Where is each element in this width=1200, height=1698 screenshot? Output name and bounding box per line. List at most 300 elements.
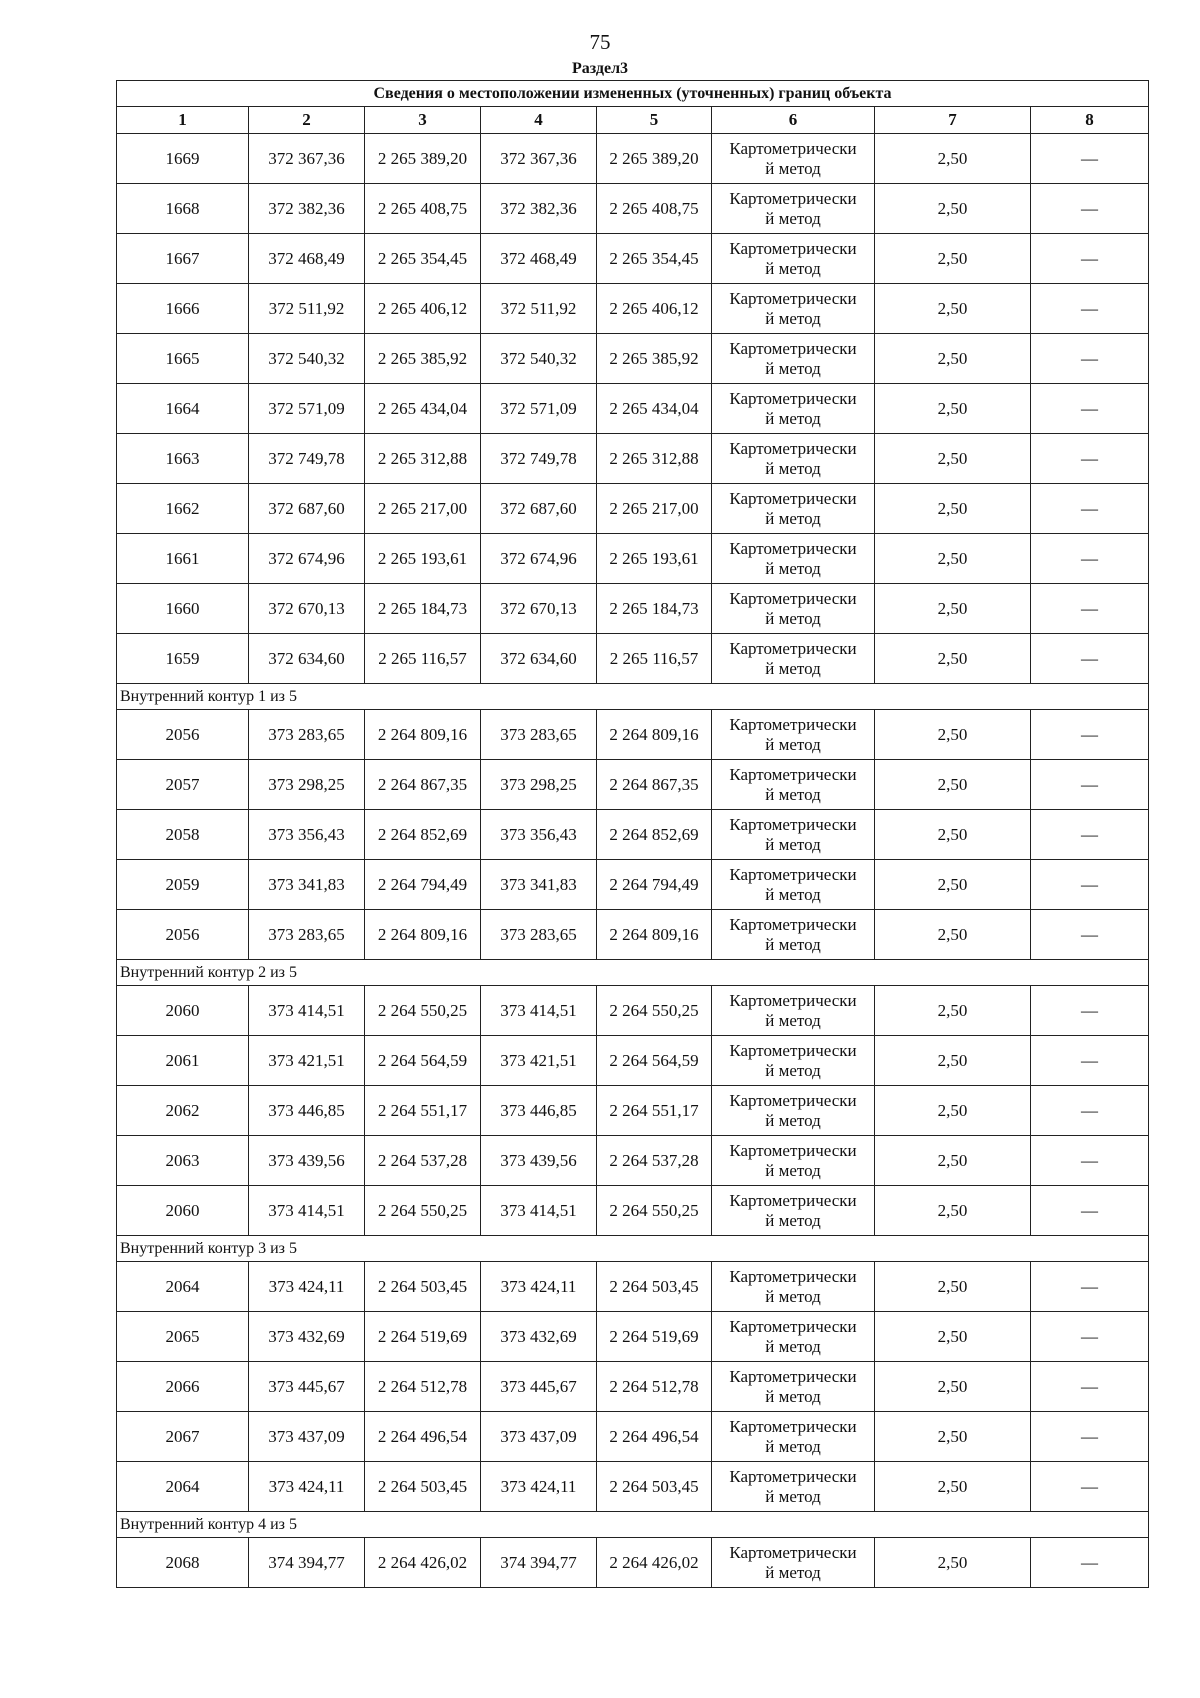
accuracy-cell: 2,50 <box>875 134 1031 184</box>
point-number-cell: 1661 <box>117 534 249 584</box>
point-number-cell: 2059 <box>117 860 249 910</box>
y-coordinate-cell: 2 264 809,16 <box>365 710 481 760</box>
accuracy-cell: 2,50 <box>875 710 1031 760</box>
y-coordinate-cell: 2 265 217,00 <box>365 484 481 534</box>
y-coordinate-cell: 2 265 406,12 <box>597 284 712 334</box>
y-coordinate-cell: 2 265 389,20 <box>365 134 481 184</box>
table-row <box>117 986 1149 1036</box>
x-coordinate-cell: 372 540,32 <box>249 334 365 384</box>
description-cell: — <box>1031 434 1149 484</box>
point-number-cell: 2067 <box>117 1412 249 1462</box>
method-cell <box>712 184 875 234</box>
x-coordinate-cell: 372 511,92 <box>249 284 365 334</box>
x-coordinate-cell: 373 421,51 <box>481 1036 597 1086</box>
description-cell: — <box>1031 1462 1149 1512</box>
point-number-cell: 2064 <box>117 1462 249 1512</box>
accuracy-cell: 2,50 <box>875 634 1031 684</box>
method-text-line2: й метод <box>765 1336 821 1356</box>
x-coordinate-cell: 372 382,36 <box>481 184 597 234</box>
column-number: 1 <box>117 107 249 134</box>
y-coordinate-cell: 2 264 503,45 <box>365 1462 481 1512</box>
y-coordinate-cell: 2 264 867,35 <box>597 760 712 810</box>
y-coordinate-cell: 2 264 537,28 <box>365 1136 481 1186</box>
x-coordinate-cell: 373 356,43 <box>249 810 365 860</box>
x-coordinate-cell: 372 468,49 <box>481 234 597 284</box>
point-number-cell: 2062 <box>117 1086 249 1136</box>
x-coordinate-cell: 373 446,85 <box>481 1086 597 1136</box>
table-row <box>117 184 1149 234</box>
y-coordinate-cell: 2 264 496,54 <box>597 1412 712 1462</box>
x-coordinate-cell: 372 634,60 <box>249 634 365 684</box>
table-row <box>117 234 1149 284</box>
method-text-line1: Картометрически <box>729 538 857 558</box>
y-coordinate-cell: 2 265 385,92 <box>365 334 481 384</box>
method-text-line2: й метод <box>765 734 821 754</box>
accuracy-cell: 2,50 <box>875 1262 1031 1312</box>
y-coordinate-cell: 2 264 550,25 <box>597 1186 712 1236</box>
x-coordinate-cell: 372 670,13 <box>249 584 365 634</box>
y-coordinate-cell: 2 264 496,54 <box>365 1412 481 1462</box>
description-cell: — <box>1031 1312 1149 1362</box>
method-text-line2: й метод <box>765 1110 821 1130</box>
description-cell: — <box>1031 1136 1149 1186</box>
method-cell <box>712 384 875 434</box>
method-text-line2: й метод <box>765 158 821 178</box>
y-coordinate-cell: 2 264 564,59 <box>597 1036 712 1086</box>
method-cell <box>712 1538 875 1588</box>
accuracy-cell: 2,50 <box>875 1136 1031 1186</box>
method-cell <box>712 810 875 860</box>
description-cell: — <box>1031 986 1149 1036</box>
method-cell <box>712 1086 875 1136</box>
method-text-line1: Картометрически <box>729 1090 857 1110</box>
column-number: 4 <box>481 107 597 134</box>
method-cell <box>712 1312 875 1362</box>
y-coordinate-cell: 2 265 354,45 <box>597 234 712 284</box>
method-text-line2: й метод <box>765 258 821 278</box>
method-text-line2: й метод <box>765 658 821 678</box>
y-coordinate-cell: 2 264 550,25 <box>365 1186 481 1236</box>
x-coordinate-cell: 374 394,77 <box>481 1538 597 1588</box>
point-number-cell: 1664 <box>117 384 249 434</box>
method-text-line2: й метод <box>765 208 821 228</box>
point-number-cell: 1666 <box>117 284 249 334</box>
table-row <box>117 1412 1149 1462</box>
x-coordinate-cell: 372 382,36 <box>249 184 365 234</box>
point-number-cell: 1659 <box>117 634 249 684</box>
x-coordinate-cell: 373 414,51 <box>481 986 597 1036</box>
description-cell: — <box>1031 1036 1149 1086</box>
method-cell <box>712 634 875 684</box>
x-coordinate-cell: 373 445,67 <box>481 1362 597 1412</box>
y-coordinate-cell: 2 264 852,69 <box>597 810 712 860</box>
point-number-cell: 1667 <box>117 234 249 284</box>
x-coordinate-cell: 372 571,09 <box>249 384 365 434</box>
y-coordinate-cell: 2 265 385,92 <box>597 334 712 384</box>
method-text-line1: Картометрически <box>729 488 857 508</box>
method-cell <box>712 1186 875 1236</box>
description-cell: — <box>1031 810 1149 860</box>
x-coordinate-cell: 373 439,56 <box>249 1136 365 1186</box>
description-cell: — <box>1031 334 1149 384</box>
method-text-line1: Картометрически <box>729 990 857 1010</box>
method-text-line2: й метод <box>765 1010 821 1030</box>
table-caption-row <box>117 81 1149 107</box>
point-number-cell: 2061 <box>117 1036 249 1086</box>
x-coordinate-cell: 373 341,83 <box>481 860 597 910</box>
table-row <box>117 860 1149 910</box>
section-title: Раздел3 <box>571 60 629 77</box>
y-coordinate-cell: 2 265 434,04 <box>597 384 712 434</box>
y-coordinate-cell: 2 265 406,12 <box>365 284 481 334</box>
table-row <box>117 1462 1149 1512</box>
method-cell <box>712 584 875 634</box>
description-cell: — <box>1031 1262 1149 1312</box>
description-cell: — <box>1031 484 1149 534</box>
contour-header-row <box>117 1236 1149 1262</box>
point-number-cell: 1663 <box>117 434 249 484</box>
method-text-line2: й метод <box>765 1562 821 1582</box>
accuracy-cell: 2,50 <box>875 1362 1031 1412</box>
point-number-cell: 2063 <box>117 1136 249 1186</box>
y-coordinate-cell: 2 265 408,75 <box>365 184 481 234</box>
description-cell: — <box>1031 584 1149 634</box>
x-coordinate-cell: 374 394,77 <box>249 1538 365 1588</box>
method-text-line1: Картометрически <box>729 1266 857 1286</box>
y-coordinate-cell: 2 264 519,69 <box>365 1312 481 1362</box>
column-number: 8 <box>1031 107 1149 134</box>
description-cell: — <box>1031 1412 1149 1462</box>
accuracy-cell: 2,50 <box>875 1086 1031 1136</box>
x-coordinate-cell: 373 445,67 <box>249 1362 365 1412</box>
y-coordinate-cell: 2 264 503,45 <box>365 1262 481 1312</box>
y-coordinate-cell: 2 264 503,45 <box>597 1262 712 1312</box>
x-coordinate-cell: 373 283,65 <box>249 710 365 760</box>
x-coordinate-cell: 373 432,69 <box>481 1312 597 1362</box>
method-text-line1: Картометрически <box>729 764 857 784</box>
x-coordinate-cell: 372 687,60 <box>481 484 597 534</box>
method-text-line1: Картометрически <box>729 438 857 458</box>
y-coordinate-cell: 2 264 551,17 <box>597 1086 712 1136</box>
y-coordinate-cell: 2 264 794,49 <box>365 860 481 910</box>
accuracy-cell: 2,50 <box>875 760 1031 810</box>
point-number-cell: 2057 <box>117 760 249 810</box>
method-text-line2: й метод <box>765 1286 821 1306</box>
y-coordinate-cell: 2 265 116,57 <box>597 634 712 684</box>
description-cell: — <box>1031 1186 1149 1236</box>
table-row <box>117 1262 1149 1312</box>
method-text-line1: Картометрически <box>729 388 857 408</box>
method-text-line2: й метод <box>765 834 821 854</box>
y-coordinate-cell: 2 264 426,02 <box>597 1538 712 1588</box>
method-text-line2: й метод <box>765 1486 821 1506</box>
y-coordinate-cell: 2 264 867,35 <box>365 760 481 810</box>
y-coordinate-cell: 2 265 184,73 <box>365 584 481 634</box>
method-text-line2: й метод <box>765 1386 821 1406</box>
x-coordinate-cell: 372 674,96 <box>481 534 597 584</box>
table-row <box>117 1538 1149 1588</box>
x-coordinate-cell: 372 540,32 <box>481 334 597 384</box>
method-text-line1: Картометрически <box>729 188 857 208</box>
description-cell: — <box>1031 1362 1149 1412</box>
accuracy-cell: 2,50 <box>875 810 1031 860</box>
point-number-cell: 2060 <box>117 986 249 1036</box>
x-coordinate-cell: 373 437,09 <box>249 1412 365 1462</box>
x-coordinate-cell: 373 432,69 <box>249 1312 365 1362</box>
method-cell <box>712 484 875 534</box>
table-row <box>117 434 1149 484</box>
table-row <box>117 584 1149 634</box>
y-coordinate-cell: 2 264 550,25 <box>365 986 481 1036</box>
description-cell: — <box>1031 860 1149 910</box>
method-text-line1: Картометрически <box>729 1040 857 1060</box>
method-cell <box>712 860 875 910</box>
method-text-line1: Картометрически <box>729 288 857 308</box>
method-text-line1: Картометрически <box>729 1366 857 1386</box>
method-cell <box>712 986 875 1036</box>
column-number: 7 <box>875 107 1031 134</box>
method-text-line1: Картометрически <box>729 1416 857 1436</box>
method-cell <box>712 334 875 384</box>
description-cell: — <box>1031 710 1149 760</box>
table-row <box>117 1036 1149 1086</box>
accuracy-cell: 2,50 <box>875 860 1031 910</box>
description-cell: — <box>1031 284 1149 334</box>
method-text-line2: й метод <box>765 308 821 328</box>
method-text-line2: й метод <box>765 358 821 378</box>
method-text-line1: Картометрически <box>729 914 857 934</box>
table-row <box>117 1136 1149 1186</box>
accuracy-cell: 2,50 <box>875 1462 1031 1512</box>
method-cell <box>712 234 875 284</box>
accuracy-cell: 2,50 <box>875 584 1031 634</box>
method-cell <box>712 1136 875 1186</box>
x-coordinate-cell: 373 356,43 <box>481 810 597 860</box>
method-text-line1: Картометрически <box>729 864 857 884</box>
accuracy-cell: 2,50 <box>875 1412 1031 1462</box>
method-cell <box>712 434 875 484</box>
x-coordinate-cell: 373 424,11 <box>481 1462 597 1512</box>
method-cell <box>712 710 875 760</box>
description-cell: — <box>1031 1086 1149 1136</box>
table-row <box>117 710 1149 760</box>
y-coordinate-cell: 2 264 512,78 <box>597 1362 712 1412</box>
x-coordinate-cell: 372 511,92 <box>481 284 597 334</box>
column-number: 2 <box>249 107 365 134</box>
x-coordinate-cell: 373 414,51 <box>481 1186 597 1236</box>
x-coordinate-cell: 372 367,36 <box>249 134 365 184</box>
y-coordinate-cell: 2 264 551,17 <box>365 1086 481 1136</box>
table-row <box>117 634 1149 684</box>
y-coordinate-cell: 2 264 794,49 <box>597 860 712 910</box>
y-coordinate-cell: 2 264 852,69 <box>365 810 481 860</box>
y-coordinate-cell: 2 265 193,61 <box>365 534 481 584</box>
boundary-coordinates-table <box>116 80 1149 1588</box>
method-text-line1: Картометрически <box>729 1316 857 1336</box>
x-coordinate-cell: 373 414,51 <box>249 986 365 1036</box>
description-cell: — <box>1031 184 1149 234</box>
y-coordinate-cell: 2 264 809,16 <box>597 910 712 960</box>
description-cell: — <box>1031 384 1149 434</box>
accuracy-cell: 2,50 <box>875 1186 1031 1236</box>
point-number-cell: 2065 <box>117 1312 249 1362</box>
method-text-line1: Картометрически <box>729 238 857 258</box>
y-coordinate-cell: 2 264 809,16 <box>597 710 712 760</box>
y-coordinate-cell: 2 265 408,75 <box>597 184 712 234</box>
point-number-cell: 1662 <box>117 484 249 534</box>
accuracy-cell: 2,50 <box>875 384 1031 434</box>
x-coordinate-cell: 373 283,65 <box>481 710 597 760</box>
y-coordinate-cell: 2 265 434,04 <box>365 384 481 434</box>
x-coordinate-cell: 373 298,25 <box>249 760 365 810</box>
method-cell <box>712 910 875 960</box>
accuracy-cell: 2,50 <box>875 910 1031 960</box>
accuracy-cell: 2,50 <box>875 1538 1031 1588</box>
method-text-line1: Картометрически <box>729 138 857 158</box>
y-coordinate-cell: 2 264 426,02 <box>365 1538 481 1588</box>
accuracy-cell: 2,50 <box>875 1312 1031 1362</box>
description-cell: — <box>1031 1538 1149 1588</box>
description-cell: — <box>1031 910 1149 960</box>
method-text-line2: й метод <box>765 934 821 954</box>
method-text-line1: Картометрически <box>729 1190 857 1210</box>
table-row <box>117 1186 1149 1236</box>
column-number: 5 <box>597 107 712 134</box>
x-coordinate-cell: 373 421,51 <box>249 1036 365 1086</box>
description-cell: — <box>1031 234 1149 284</box>
method-text-line2: й метод <box>765 1210 821 1230</box>
table-row <box>117 1312 1149 1362</box>
method-text-line1: Картометрически <box>729 714 857 734</box>
table-row <box>117 910 1149 960</box>
table-row <box>117 534 1149 584</box>
method-text-line1: Картометрически <box>729 1466 857 1486</box>
y-coordinate-cell: 2 264 537,28 <box>597 1136 712 1186</box>
y-coordinate-cell: 2 264 550,25 <box>597 986 712 1036</box>
x-coordinate-cell: 373 424,11 <box>481 1262 597 1312</box>
contour-header-row <box>117 960 1149 986</box>
x-coordinate-cell: 373 414,51 <box>249 1186 365 1236</box>
accuracy-cell: 2,50 <box>875 986 1031 1036</box>
method-text-line2: й метод <box>765 784 821 804</box>
y-coordinate-cell: 2 265 389,20 <box>597 134 712 184</box>
x-coordinate-cell: 373 341,83 <box>249 860 365 910</box>
x-coordinate-cell: 373 437,09 <box>481 1412 597 1462</box>
x-coordinate-cell: 372 749,78 <box>481 434 597 484</box>
method-text-line2: й метод <box>765 458 821 478</box>
method-text-line2: й метод <box>765 558 821 578</box>
x-coordinate-cell: 372 634,60 <box>481 634 597 684</box>
method-cell <box>712 534 875 584</box>
y-coordinate-cell: 2 264 503,45 <box>597 1462 712 1512</box>
point-number-cell: 2068 <box>117 1538 249 1588</box>
y-coordinate-cell: 2 264 809,16 <box>365 910 481 960</box>
method-text-line1: Картометрически <box>729 1140 857 1160</box>
description-cell: — <box>1031 534 1149 584</box>
x-coordinate-cell: 372 687,60 <box>249 484 365 534</box>
accuracy-cell: 2,50 <box>875 334 1031 384</box>
page-number: 75 <box>589 30 611 54</box>
y-coordinate-cell: 2 265 217,00 <box>597 484 712 534</box>
contour-label: Внутренний контур 1 из 5 <box>117 684 1149 710</box>
contour-label: Внутренний контур 2 из 5 <box>117 960 1149 986</box>
method-cell <box>712 284 875 334</box>
accuracy-cell: 2,50 <box>875 434 1031 484</box>
method-text-line2: й метод <box>765 408 821 428</box>
description-cell: — <box>1031 634 1149 684</box>
accuracy-cell: 2,50 <box>875 184 1031 234</box>
point-number-cell: 2056 <box>117 710 249 760</box>
x-coordinate-cell: 373 283,65 <box>481 910 597 960</box>
column-number: 3 <box>365 107 481 134</box>
x-coordinate-cell: 372 749,78 <box>249 434 365 484</box>
point-number-cell: 2056 <box>117 910 249 960</box>
point-number-cell: 2058 <box>117 810 249 860</box>
accuracy-cell: 2,50 <box>875 234 1031 284</box>
method-text-line2: й метод <box>765 1436 821 1456</box>
x-coordinate-cell: 373 439,56 <box>481 1136 597 1186</box>
method-cell <box>712 1412 875 1462</box>
method-cell <box>712 134 875 184</box>
method-text-line1: Картометрически <box>729 338 857 358</box>
y-coordinate-cell: 2 265 193,61 <box>597 534 712 584</box>
point-number-cell: 2060 <box>117 1186 249 1236</box>
point-number-cell: 1668 <box>117 184 249 234</box>
table-caption: Сведения о местоположении измененных (уточненных) границ объекта <box>117 81 1149 107</box>
x-coordinate-cell: 372 674,96 <box>249 534 365 584</box>
table-row <box>117 810 1149 860</box>
table-row <box>117 334 1149 384</box>
y-coordinate-cell: 2 264 564,59 <box>365 1036 481 1086</box>
method-cell <box>712 760 875 810</box>
method-text-line2: й метод <box>765 508 821 528</box>
point-number-cell: 1660 <box>117 584 249 634</box>
method-cell <box>712 1462 875 1512</box>
table-body <box>117 134 1149 1588</box>
x-coordinate-cell: 373 283,65 <box>249 910 365 960</box>
method-text-line2: й метод <box>765 1060 821 1080</box>
y-coordinate-cell: 2 265 184,73 <box>597 584 712 634</box>
table-row <box>117 134 1149 184</box>
x-coordinate-cell: 373 446,85 <box>249 1086 365 1136</box>
contour-header-row <box>117 684 1149 710</box>
y-coordinate-cell: 2 265 116,57 <box>365 634 481 684</box>
contour-label: Внутренний контур 3 из 5 <box>117 1236 1149 1262</box>
y-coordinate-cell: 2 265 312,88 <box>597 434 712 484</box>
method-text-line2: й метод <box>765 608 821 628</box>
column-number: 6 <box>712 107 875 134</box>
y-coordinate-cell: 2 264 519,69 <box>597 1312 712 1362</box>
accuracy-cell: 2,50 <box>875 1036 1031 1086</box>
column-number-row <box>117 107 1149 134</box>
method-cell <box>712 1362 875 1412</box>
x-coordinate-cell: 372 468,49 <box>249 234 365 284</box>
table-row <box>117 1362 1149 1412</box>
table-row <box>117 384 1149 434</box>
x-coordinate-cell: 372 571,09 <box>481 384 597 434</box>
accuracy-cell: 2,50 <box>875 284 1031 334</box>
point-number-cell: 1665 <box>117 334 249 384</box>
accuracy-cell: 2,50 <box>875 484 1031 534</box>
contour-label: Внутренний контур 4 из 5 <box>117 1512 1149 1538</box>
method-text-line2: й метод <box>765 884 821 904</box>
description-cell: — <box>1031 760 1149 810</box>
description-cell: — <box>1031 134 1149 184</box>
point-number-cell: 2064 <box>117 1262 249 1312</box>
method-text-line1: Картометрически <box>729 1542 857 1562</box>
method-text-line1: Картометрически <box>729 814 857 834</box>
point-number-cell: 2066 <box>117 1362 249 1412</box>
